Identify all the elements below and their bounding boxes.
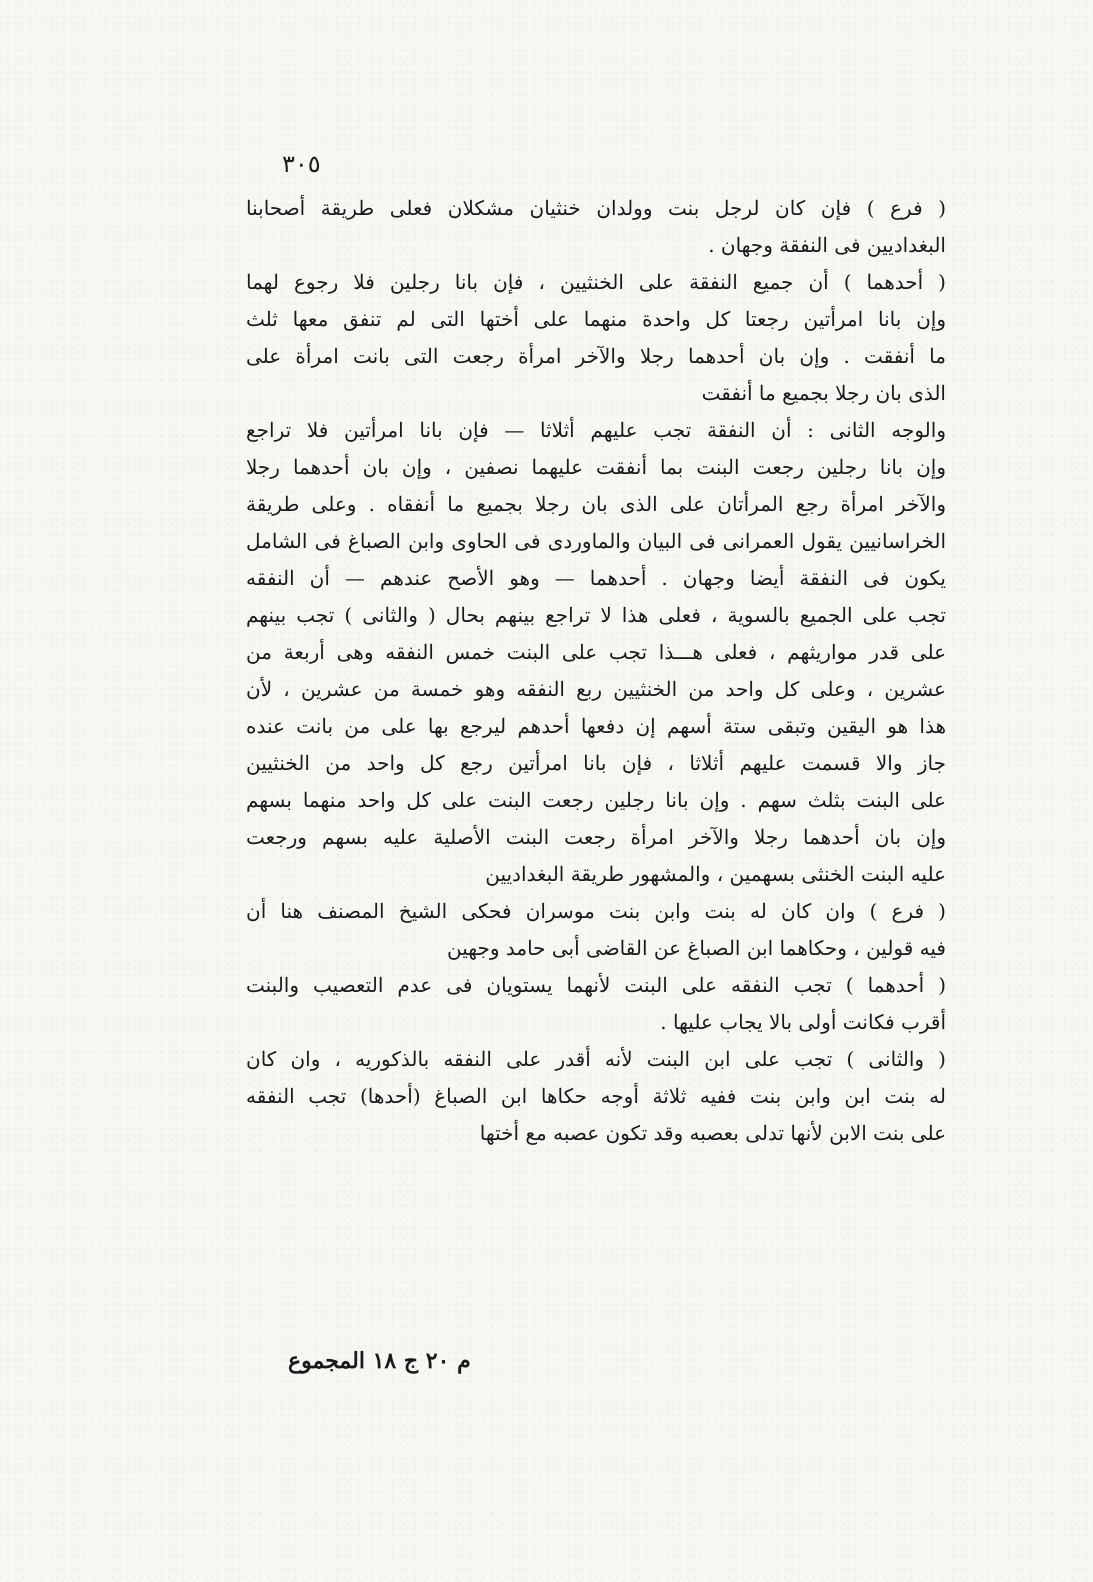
text-line: وإن بانا رجلين رجعت البنت بما أنفقت عليهما نصفين ، وإن بان أحدهما رجلا [246,455,946,479]
text-line: تجب على الجميع بالسوية ، فعلى هذا لا تراجع بينهم بحال ( والثانى ) تجب بينهم [246,603,946,627]
text-line: على قدر مواريثهم ، فعلى هـــذا تجب على البنت خمس النفقه وهى أربعة من [246,640,946,664]
text-line: والآخر امرأة رجع المرأتان على الذى بان رجلا بجميع ما أنفقاه . وعلى طريقة [246,492,946,516]
text-line: الذى بان رجلا بجميع ما أنفقت [701,381,946,405]
text-line: ( أحدهما ) تجب النفقه على البنت لأنهما يستويان فى عدم التعصيب والبنت [246,973,946,997]
text-line: جاز والا قسمت عليهم أثلاثا ، فإن بانا امرأتين رجع كل واحد من الخنثيين [246,751,946,775]
text-line: له بنت ابن وابن بنت ففيه ثلاثة أوجه حكاها ابن الصباغ (أحدها) تجب النفقه [246,1084,946,1108]
page-number: ٣٠٥ [282,150,321,178]
text-line: البغداديين فى النفقة وجهان . [708,233,946,257]
text-line: والوجه الثانى : أن النفقة تجب عليهم أثلاثا — فإن بانا امرأتين فلا تراجع [246,418,946,442]
text-line: يكون فى النفقة أيضا وجهان . أحدهما — وهو الأصح عندهم — أن النفقه [246,566,946,590]
text-line: ( فرع ) وان كان له بنت وابن بنت موسران فحكى الشيخ المصنف هنا أن [246,899,946,923]
text-line: وإن بانا امرأتين رجعتا كل واحدة منهما على أختها التى لم تنفق معها ثلث [246,307,946,331]
text-line: على بنت الابن لأنها تدلى بعصبه وقد تكون عصبه مع أختها [479,1121,946,1145]
text-line: هذا هو اليقين وتبقى ستة أسهم إن دفعها أحدهم ليرجع بها على من بانت عنده [246,714,946,738]
text-line: الخراسانيين يقول العمرانى فى البيان والماوردى فى الحاوى وابن الصباغ فى الشامل [246,529,946,553]
text-line: ( والثانى ) تجب على ابن البنت لأنه أقدر على النفقه بالذكوريه ، وان كان [246,1047,946,1071]
text-line: فيه قولين ، وحكاهما ابن الصباغ عن القاضى أبى حامد وجهين [447,936,946,960]
text-line: ( فرع ) فإن كان لرجل بنت وولدان خنثيان مشكلان فعلى طريقة أصحابنا [246,196,946,220]
text-line: أقرب فكانت أولى بالا يجاب عليها . [660,1010,946,1034]
page-footer: م ٢٠ ج ١٨ المجموع [288,1348,471,1374]
text-line: ( أحدهما ) أن جميع النفقة على الخنثيين ، فإن بانا رجلين فلا رجوع لهما [246,270,946,294]
body-text [246,190,946,1152]
text-line: ما أنفقت . وإن بان أحدهما رجلا والآخر امرأة رجعت التى بانت امرأة على [246,344,946,368]
text-line: عشرين ، وعلى كل واحد من الخنثيين ربع النفقه وهو خمسة من عشرين ، لأن [246,677,946,701]
text-line: وإن بان أحدهما رجلا والآخر امرأة رجعت البنت الأصلية عليه بسهم ورجعت [246,825,946,849]
text-line: عليه البنت الخنثى بسهمين ، والمشهور طريقة البغداديين [485,862,946,886]
text-line: على البنت بثلث سهم . وإن بانا رجلين رجعت البنت على كل واحد منهما بسهم [246,788,946,812]
